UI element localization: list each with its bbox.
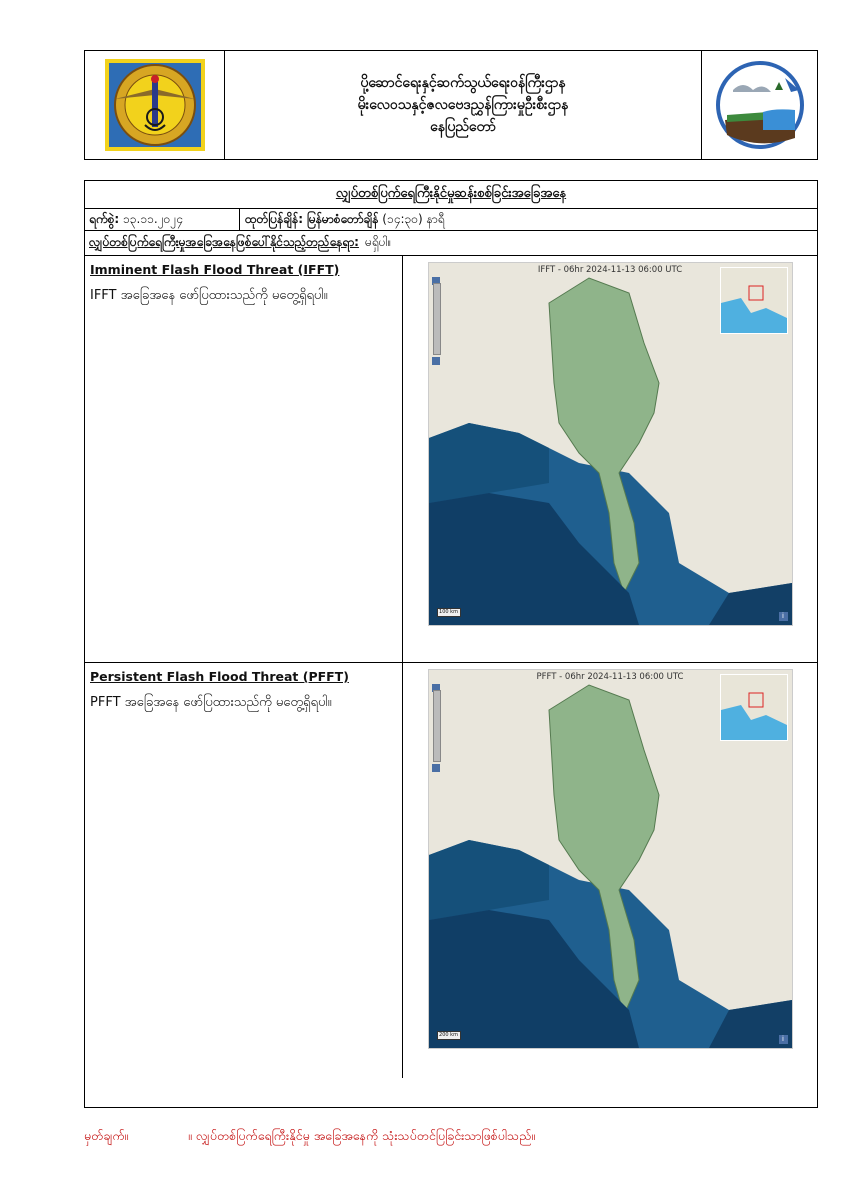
ifft-body: IFFT အခြေအနေ ဖော်ပြထားသည်ကို မတွေ့ရှိရပါ။ [90, 288, 328, 303]
time-zone-label: မြန်မာစံတော်ချိန် [306, 211, 379, 226]
pfft-text-cell [85, 663, 403, 1078]
ministry-emblem-icon [105, 59, 205, 151]
ifft-scale-bar: 100 km [437, 608, 461, 617]
hydrology-emblem-icon [715, 60, 805, 150]
date-label: ရက်စွဲ: [89, 211, 120, 226]
ifft-zoom-slider[interactable] [433, 283, 441, 355]
date-row [85, 209, 817, 231]
footer-label: မှတ်ချက်။ [84, 1128, 129, 1143]
footer-text: ။ လျှပ်တစ်ပြက်ရေကြီးနိုင်မှု အခြေအနေကို သုံးသပ်တင်ပြခြင်းသာဖြစ်ပါသည်။ [187, 1128, 536, 1143]
time-value: (၁၄:၃၀) နာရီ [382, 211, 445, 226]
date-value: ၁၃.၁၁.၂၀၂၄ [123, 211, 183, 226]
ifft-map-title: IFFT - 06hr 2024-11-13 06:00 UTC [537, 265, 683, 275]
left-logo-cell [85, 51, 225, 159]
date-cell [85, 209, 240, 230]
pfft-scale-bar: 200 km [437, 1031, 461, 1040]
ifft-section [85, 256, 817, 663]
pfft-zoom-slider[interactable] [433, 690, 441, 762]
time-cell [240, 209, 817, 230]
ifft-zoom-out-button[interactable] [432, 357, 440, 365]
danger-location-value: မရှိပါ။ [364, 235, 392, 249]
right-logo-cell [701, 51, 817, 159]
header-line-1: ပို့ဆောင်ရေးနှင့်ဆက်သွယ်ရေးဝန်ကြီးဌာန [360, 75, 566, 91]
header-title [225, 51, 701, 159]
ifft-inset-map-icon [721, 268, 787, 333]
pfft-body: PFFT အခြေအနေ ဖော်ပြထားသည်ကို မတွေ့ရှိရပါ။ [90, 695, 332, 710]
ifft-title: Imminent Flash Flood Threat (IFFT) [90, 262, 340, 277]
footer-note [84, 1128, 824, 1147]
report-table [84, 180, 818, 1108]
danger-location-label: လျှပ်တစ်ပြက်ရေကြီးမှုအခြေအနေဖြစ်ပေါ်နိုင်သည့်တည်နေရာ: [89, 235, 359, 249]
header-block [84, 50, 818, 160]
pfft-map-title: PFFT - 06hr 2024-11-13 06:00 UTC [536, 672, 684, 682]
pfft-section [85, 663, 817, 1078]
ifft-info-button[interactable]: i [779, 612, 788, 621]
pfft-map [428, 669, 793, 1049]
report-title: လျှပ်တစ်ပြက်ရေကြီးနိုင်မှုဆန်းစစ်ခြင်းအခြေအနေ [85, 181, 817, 209]
pfft-zoom-out-button[interactable] [432, 764, 440, 772]
ifft-map-cell [403, 256, 817, 662]
danger-location-row [85, 231, 817, 256]
ifft-text-cell [85, 256, 403, 662]
pfft-inset-map-icon [721, 675, 787, 740]
header-line-2: မိုးလေဝသနှင့်ဇလဗေဒညွှန်ကြားမှုဦးစီးဌာန [357, 97, 569, 113]
pfft-overview-inset [720, 674, 788, 741]
time-label: ထုတ်ပြန်ချိန်: [245, 211, 304, 226]
ifft-map [428, 262, 793, 626]
pfft-info-button[interactable]: i [779, 1035, 788, 1044]
header-line-3: နေပြည်တော် [430, 119, 496, 135]
pfft-map-cell [403, 663, 817, 1078]
ifft-overview-inset [720, 267, 788, 334]
pfft-title: Persistent Flash Flood Threat (PFFT) [90, 669, 349, 684]
